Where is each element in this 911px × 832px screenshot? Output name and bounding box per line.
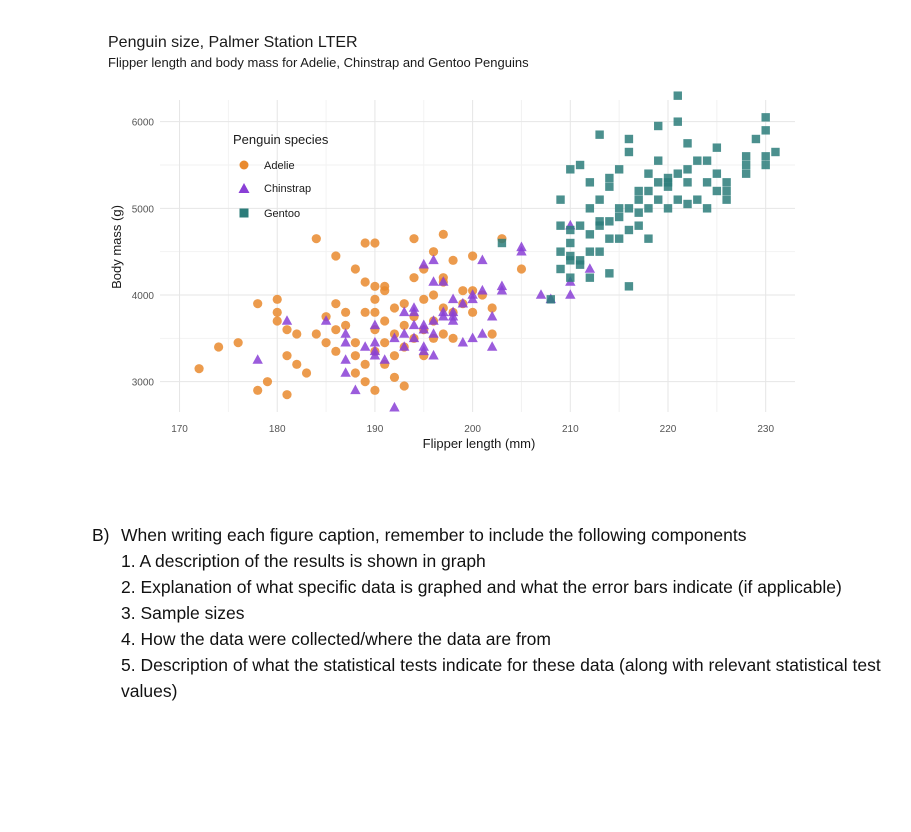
chinstrap-point [428, 276, 438, 286]
chinstrap-point [428, 350, 438, 360]
chinstrap-point [389, 402, 399, 412]
adelie-point [370, 282, 379, 291]
chinstrap-point [419, 259, 429, 269]
adelie-point [390, 373, 399, 382]
gentoo-point [654, 122, 662, 130]
legend-gentoo-label: Gentoo [264, 208, 301, 220]
chinstrap-point [399, 307, 409, 317]
gentoo-point [625, 135, 633, 143]
x-tick-label: 190 [366, 424, 384, 435]
adelie-point [439, 230, 448, 239]
chinstrap-point [428, 328, 438, 338]
adelie-point [370, 308, 379, 317]
chinstrap-point [467, 333, 477, 343]
gentoo-point [683, 165, 691, 173]
gentoo-point [722, 187, 730, 195]
gentoo-point [752, 135, 760, 143]
gentoo-point [703, 204, 711, 212]
gentoo-point [761, 126, 769, 134]
chinstrap-point [360, 341, 370, 351]
adelie-point [351, 368, 360, 377]
gentoo-point [664, 182, 672, 190]
gentoo-point [761, 113, 769, 121]
gentoo-point [605, 174, 613, 182]
gentoo-point [605, 234, 613, 242]
adelie-point [361, 238, 370, 247]
list-item: 1. A description of the results is shown in graph [121, 551, 486, 571]
legend-adelie-label: Adelie [264, 160, 295, 172]
adelie-point [321, 338, 330, 347]
gentoo-point [644, 204, 652, 212]
adelie-point [282, 351, 291, 360]
adelie-point [331, 251, 340, 260]
gentoo-point [713, 143, 721, 151]
gentoo-point [644, 169, 652, 177]
adelie-point [312, 329, 321, 338]
x-tick-label: 200 [464, 424, 481, 435]
gentoo-point [566, 226, 574, 234]
adelie-point [419, 295, 428, 304]
x-tick-label: 230 [757, 424, 775, 435]
gentoo-point [586, 178, 594, 186]
adelie-point [361, 377, 370, 386]
chinstrap-point [340, 367, 350, 377]
gentoo-point [674, 195, 682, 203]
legend-gentoo-marker [240, 209, 249, 218]
adelie-point [361, 308, 370, 317]
chart-title: Penguin size, Palmer Station LTER [108, 34, 358, 51]
chinstrap-point [370, 320, 380, 330]
gentoo-point [586, 247, 594, 255]
gentoo-point [654, 178, 662, 186]
gentoo-point [615, 213, 623, 221]
adelie-point [390, 351, 399, 360]
adelie-point [302, 368, 311, 377]
chinstrap-point [409, 320, 419, 330]
chinstrap-point [536, 289, 546, 299]
chinstrap-point [477, 285, 487, 295]
gentoo-point [615, 165, 623, 173]
gentoo-point [644, 187, 652, 195]
adelie-point [468, 308, 477, 317]
adelie-point [331, 347, 340, 356]
gentoo-point [556, 247, 564, 255]
adelie-point [458, 286, 467, 295]
gentoo-point [634, 208, 642, 216]
adelie-point [273, 308, 282, 317]
series-adelie [194, 230, 526, 400]
y-tick-label: 5000 [131, 204, 154, 216]
gentoo-point [576, 260, 584, 268]
adelie-point [253, 386, 262, 395]
adelie-point [517, 264, 526, 273]
chinstrap-point [565, 289, 575, 299]
adelie-point [312, 234, 321, 243]
chinstrap-point [487, 341, 497, 351]
adelie-point [390, 303, 399, 312]
chinstrap-point [252, 354, 262, 364]
gentoo-point [683, 178, 691, 186]
adelie-point [331, 325, 340, 334]
gentoo-point [576, 161, 584, 169]
gentoo-point [547, 295, 555, 303]
gentoo-point [605, 269, 613, 277]
chinstrap-point [516, 242, 526, 252]
gentoo-point [654, 195, 662, 203]
adelie-point [409, 273, 418, 282]
gentoo-point [722, 195, 730, 203]
adelie-point [370, 238, 379, 247]
gentoo-point [693, 156, 701, 164]
adelie-point [194, 364, 203, 373]
gentoo-point [625, 204, 633, 212]
x-axis-label: Flipper length (mm) [422, 436, 536, 451]
chinstrap-point [585, 263, 595, 273]
y-tick-label: 3000 [131, 377, 154, 389]
gentoo-point [625, 226, 633, 234]
gentoo-point [556, 195, 564, 203]
adelie-point [361, 360, 370, 369]
gentoo-point [615, 234, 623, 242]
chinstrap-point [409, 302, 419, 312]
components-list [92, 548, 892, 704]
heading-text: When writing each figure caption, remember to include the following components [121, 525, 747, 545]
chinstrap-point [399, 328, 409, 338]
adelie-point [282, 390, 291, 399]
gentoo-point [605, 182, 613, 190]
gentoo-point [742, 169, 750, 177]
gentoo-point [634, 187, 642, 195]
gentoo-point [625, 148, 633, 156]
gentoo-point [713, 169, 721, 177]
legend-adelie-marker [240, 161, 249, 170]
chinstrap-point [379, 354, 389, 364]
gentoo-point [761, 152, 769, 160]
chinstrap-point [282, 315, 292, 325]
gentoo-point [595, 247, 603, 255]
adelie-point [282, 325, 291, 334]
legend-chinstrap-marker [239, 183, 250, 193]
chinstrap-point [340, 354, 350, 364]
gentoo-point [664, 204, 672, 212]
adelie-point [380, 316, 389, 325]
gentoo-point [703, 156, 711, 164]
adelie-point [429, 290, 438, 299]
gentoo-point [644, 234, 652, 242]
adelie-point [292, 360, 301, 369]
chinstrap-point [477, 255, 487, 265]
gentoo-point [576, 221, 584, 229]
legend-chinstrap-label: Chinstrap [264, 183, 312, 195]
gentoo-point [498, 239, 506, 247]
list-item: 4. How the data were collected/where the data are from [121, 629, 551, 649]
gentoo-point [742, 152, 750, 160]
gentoo-point [566, 252, 574, 260]
adelie-point [351, 351, 360, 360]
adelie-point [380, 338, 389, 347]
adelie-point [292, 329, 301, 338]
caption-instructions [92, 522, 892, 704]
gentoo-point [771, 148, 779, 156]
gentoo-point [634, 195, 642, 203]
adelie-point [331, 299, 340, 308]
series-gentoo [498, 91, 780, 303]
x-tick-label: 170 [171, 424, 188, 435]
adelie-point [448, 256, 457, 265]
list-item: 2. Explanation of what specific data is graphed and what the error bars indicate (if applicable) [121, 577, 842, 597]
adelie-point [214, 342, 223, 351]
gentoo-point [566, 239, 574, 247]
chinstrap-point [419, 320, 429, 330]
gentoo-point [595, 195, 603, 203]
gentoo-point [595, 221, 603, 229]
gentoo-point [586, 273, 594, 281]
gentoo-point [703, 178, 711, 186]
gentoo-point [683, 200, 691, 208]
adelie-point [234, 338, 243, 347]
y-tick-label: 6000 [131, 117, 154, 129]
chinstrap-point [487, 311, 497, 321]
adelie-point [448, 334, 457, 343]
gentoo-point [586, 230, 594, 238]
adelie-point [409, 234, 418, 243]
gentoo-point [634, 221, 642, 229]
list-item: 3. Sample sizes [121, 603, 245, 623]
gentoo-point [742, 161, 750, 169]
gentoo-point [722, 178, 730, 186]
adelie-point [341, 308, 350, 317]
instructions-heading [92, 522, 892, 548]
adelie-point [370, 295, 379, 304]
adelie-point [263, 377, 272, 386]
chinstrap-point [477, 328, 487, 338]
gentoo-point [556, 265, 564, 273]
adelie-point [439, 329, 448, 338]
adelie-point [380, 286, 389, 295]
adelie-point [273, 316, 282, 325]
x-tick-label: 210 [561, 424, 579, 435]
gentoo-point [586, 204, 594, 212]
adelie-point [351, 338, 360, 347]
gentoo-point [625, 282, 633, 290]
gentoo-point [674, 169, 682, 177]
gentoo-point [683, 139, 691, 147]
x-tick-label: 180 [268, 424, 286, 435]
adelie-point [273, 295, 282, 304]
y-tick-label: 4000 [131, 291, 154, 302]
gentoo-point [713, 187, 721, 195]
gentoo-point [654, 156, 662, 164]
gentoo-point [674, 117, 682, 125]
list-item: 5. Description of what the statistical tests indicate for these data (along with relevant statistical test values) [121, 655, 881, 701]
adelie-point [468, 251, 477, 260]
adelie-point [400, 381, 409, 390]
adelie-point [370, 386, 379, 395]
gentoo-point [556, 221, 564, 229]
chinstrap-point [497, 281, 507, 291]
chart-legend [233, 132, 329, 220]
gentoo-point [761, 161, 769, 169]
heading-marker: B) [92, 525, 110, 545]
gentoo-point [693, 195, 701, 203]
x-tick-label: 220 [659, 424, 677, 435]
chinstrap-point [340, 328, 350, 338]
gentoo-point [595, 130, 603, 138]
chart-subtitle: Flipper length and body mass for Adelie, Chinstrap and Gentoo Penguins [108, 55, 529, 70]
gentoo-point [664, 174, 672, 182]
gentoo-point [566, 273, 574, 281]
adelie-point [351, 264, 360, 273]
y-axis-label: Body mass (g) [109, 205, 124, 289]
gentoo-point [615, 204, 623, 212]
adelie-point [488, 329, 497, 338]
adelie-point [253, 299, 262, 308]
chinstrap-point [428, 255, 438, 265]
chinstrap-point [350, 385, 360, 395]
legend-title: Penguin species [233, 132, 329, 147]
gentoo-point [605, 217, 613, 225]
gentoo-point [566, 165, 574, 173]
adelie-point [361, 277, 370, 286]
gentoo-point [674, 91, 682, 99]
